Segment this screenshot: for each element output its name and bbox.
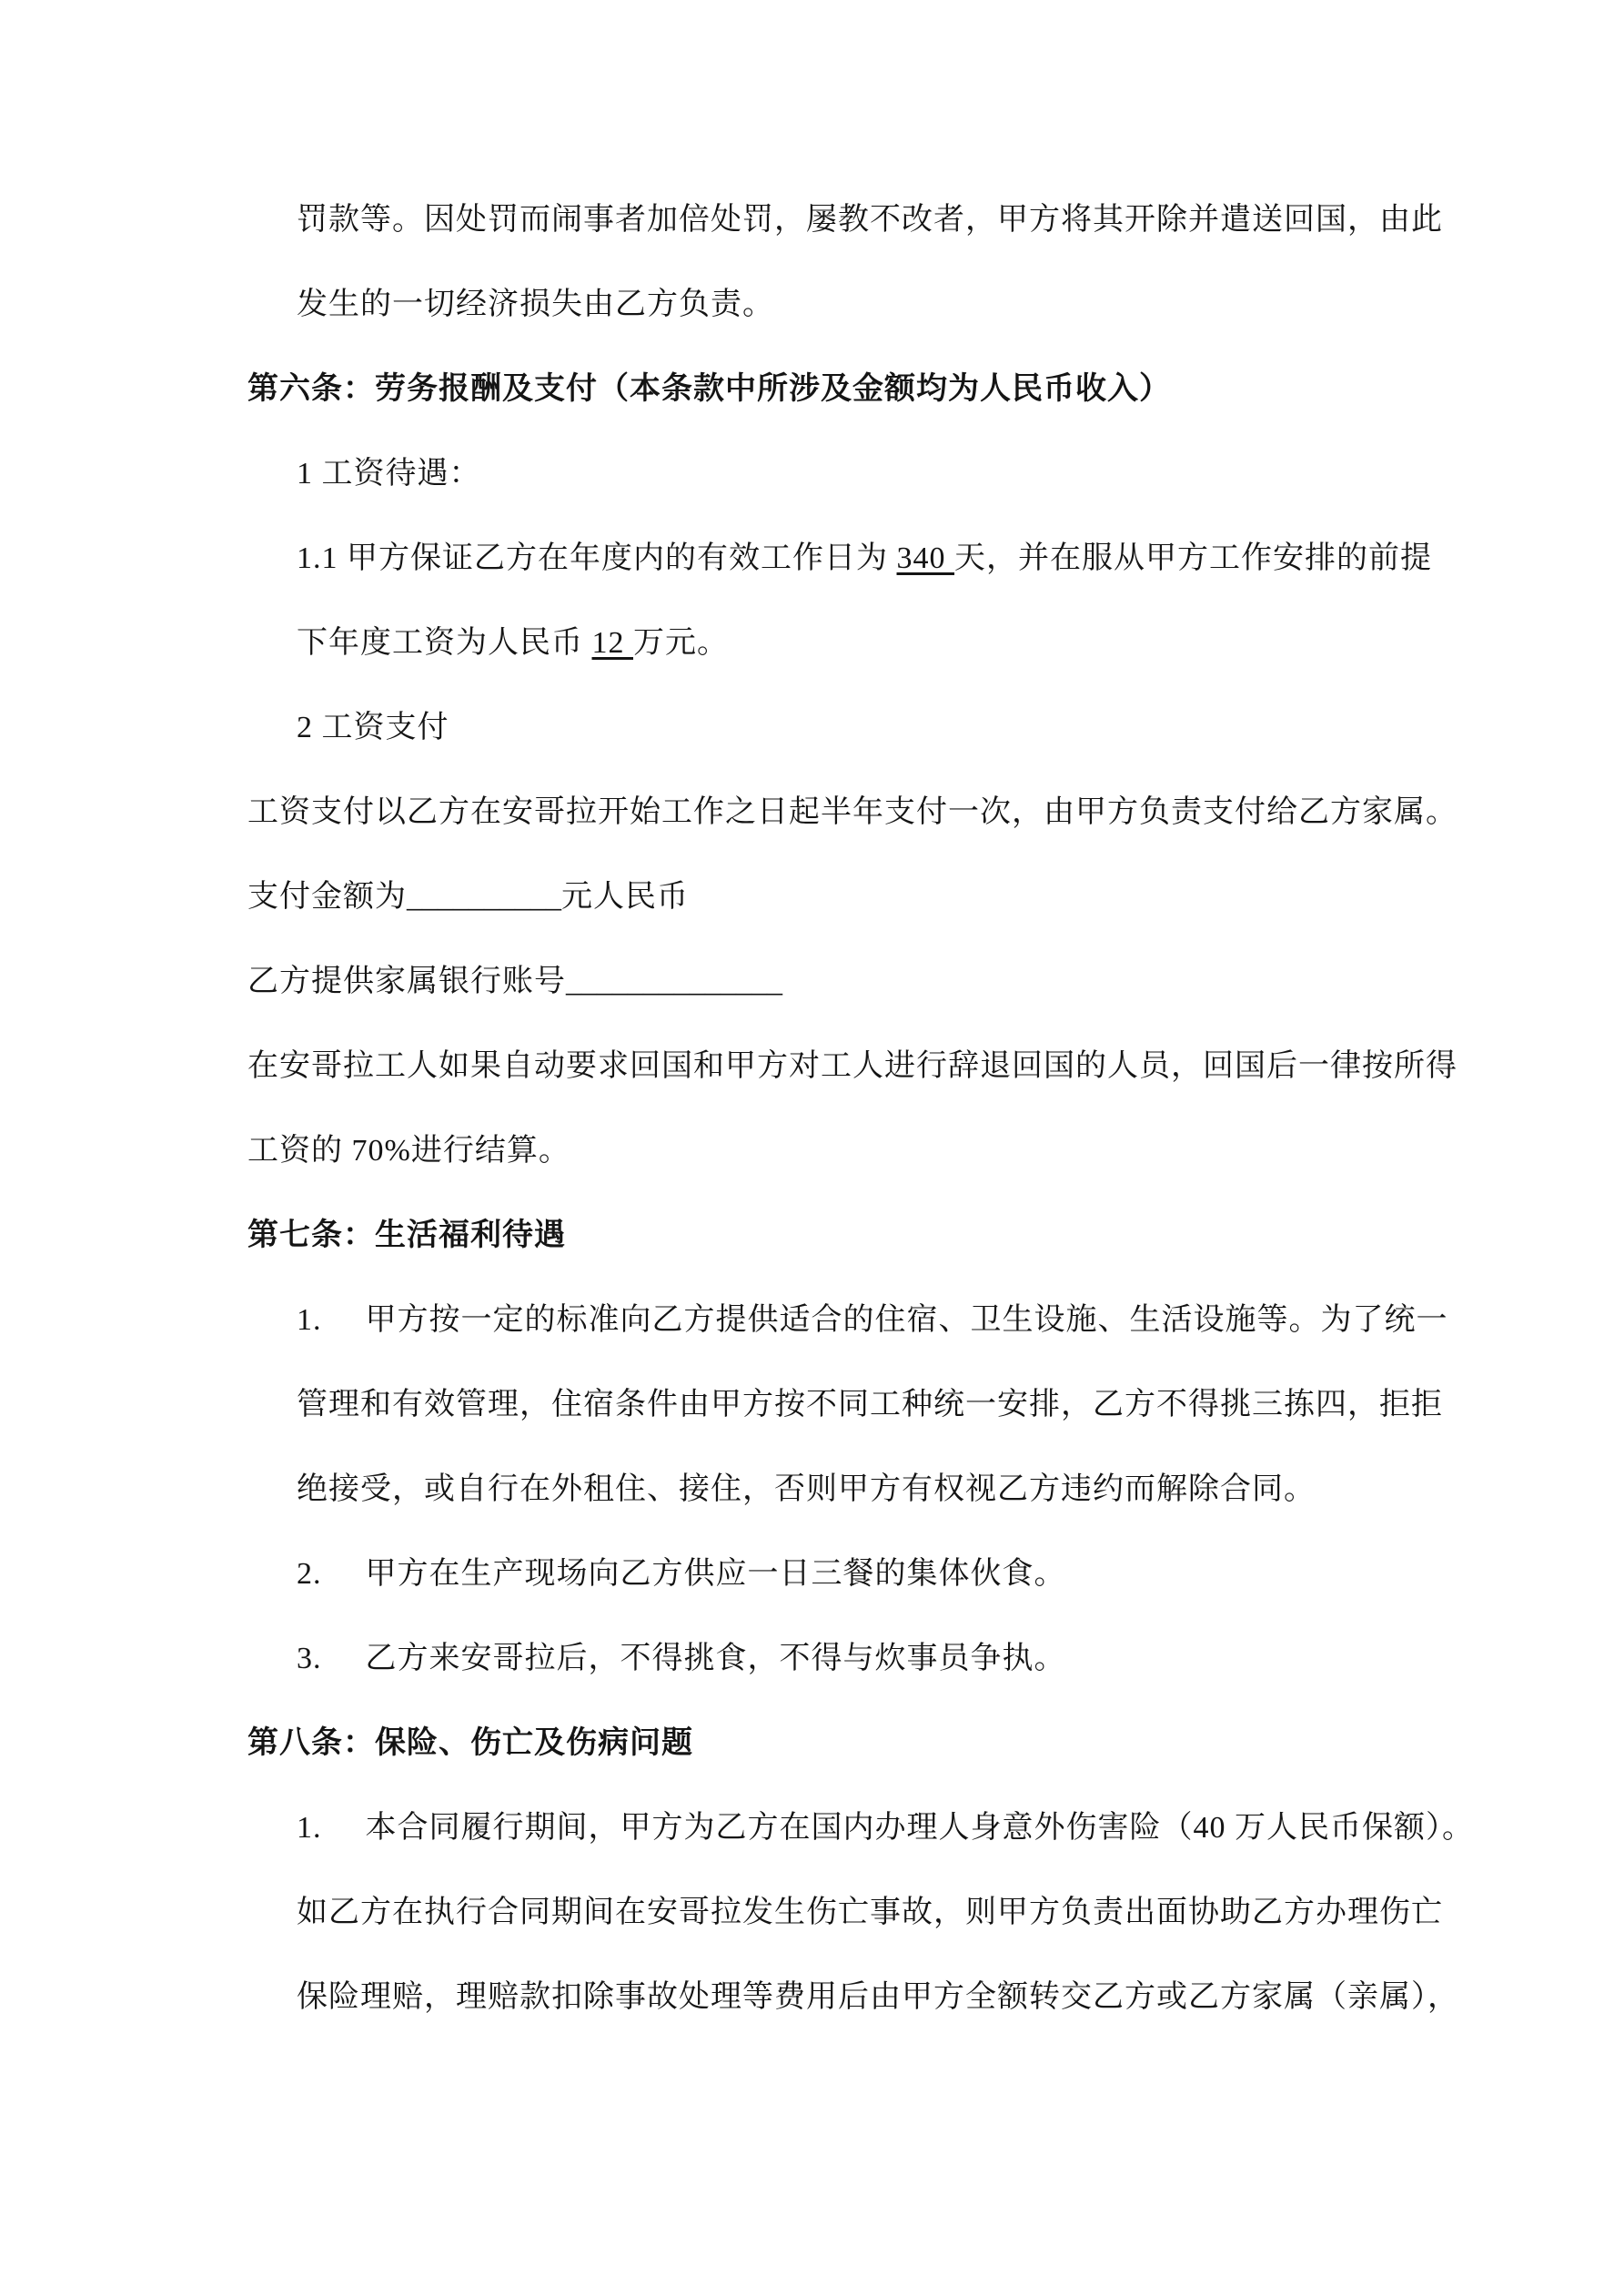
list-item-no-picky-eating [247,1641,1460,1677]
paragraph-wage-payment: 工资支付以乙方在安哥拉开始工作之日起半年支付一次，由甲方负责支付给乙方家属。 [247,795,1458,829]
list-item-housing-1 [247,1302,1460,1339]
paragraph-accident-wrap-1: 如乙方在执行合同期间在安哥拉发生伤亡事故，则甲方负责出面协助乙方办理伤亡 [297,1896,1443,1929]
underlined-value-12: 12 [591,626,633,660]
paragraph-return-settlement-1: 在安哥拉工人如果自动要求回国和甲方对工人进行辞退回国的人员，回国后一律按所得 [247,1049,1458,1083]
paragraph-accident-wrap-2: 保险理赔，理赔款扣除事故处理等费用后由甲方全额转交乙方或乙方家属（亲属）， [297,1980,1459,2014]
text-segment: 乙方来安哥拉后，不得挑食，不得与炊事员争执。 [365,1642,1066,1675]
paragraph-payment-amount [247,879,1460,915]
heading-article-8: 第八条：保险、伤亡及伤病问题 [247,1726,693,1760]
paragraph-return-settlement-2: 工资的 70%进行结算。 [247,1134,570,1168]
list-number: 2. [297,1557,322,1591]
fill-in-blank-amount: __________ [407,880,561,914]
item-wage-treatment-heading: 1 工资待遇： [297,457,481,491]
paragraph-bank-account [247,964,1460,1000]
paragraph-penalty-wrap-2: 发生的一切经济损失由乙方负责。 [297,288,774,321]
text-segment: 万元。 [633,626,729,660]
list-number: 1. [297,1303,322,1337]
underlined-value-340: 340 [896,541,954,575]
fill-in-blank-bank-account: ______________ [566,965,782,998]
clause-1-1-annual-wage [247,625,1460,662]
text-segment: 下年度工资为人民币 [297,626,592,660]
list-number: 3. [297,1642,322,1675]
text-segment: 1.1 甲方保证乙方在年度内的有效工作日为 [297,541,897,575]
text-segment: 本合同履行期间，甲方为乙方在国内办理人身意外伤害险（40 万人民币保额）。 [365,1811,1474,1845]
heading-article-7: 第七条：生活福利待遇 [247,1219,566,1252]
text-segment: 乙方提供家属银行账号 [247,965,566,998]
text-segment: 甲方在生产现场向乙方供应一日三餐的集体伙食。 [365,1557,1066,1591]
list-item-insurance [247,1810,1474,1846]
item-wage-payment-heading: 2 工资支付 [297,711,449,744]
list-item-meals [247,1556,1460,1593]
text-segment: 甲方按一定的标准向乙方提供适合的住宿、卫生设施、生活设施等。为了统一 [365,1303,1448,1337]
paragraph-penalty-wrap-1: 罚款等。因处罚而闹事者加倍处罚，屡教不改者，甲方将其开除并遣送回国，由此 [297,203,1443,237]
text-segment: 元人民币 [561,880,689,914]
text-segment: 天，并在服从甲方工作安排的前提 [954,541,1432,575]
text-segment: 支付金额为 [247,880,407,914]
list-item-housing-wrap-2: 管理和有效管理，住宿条件由甲方按不同工种统一安排，乙方不得挑三拣四，拒拒 [297,1388,1443,1421]
list-number: 1. [297,1811,322,1845]
list-item-housing-wrap-3: 绝接受，或自行在外租住、接住，否则甲方有权视乙方违约而解除合同。 [297,1472,1316,1506]
clause-1-1-working-days [247,541,1460,577]
heading-article-6: 第六条：劳务报酬及支付（本条款中所涉及金额均为人民币收入） [247,372,1171,406]
